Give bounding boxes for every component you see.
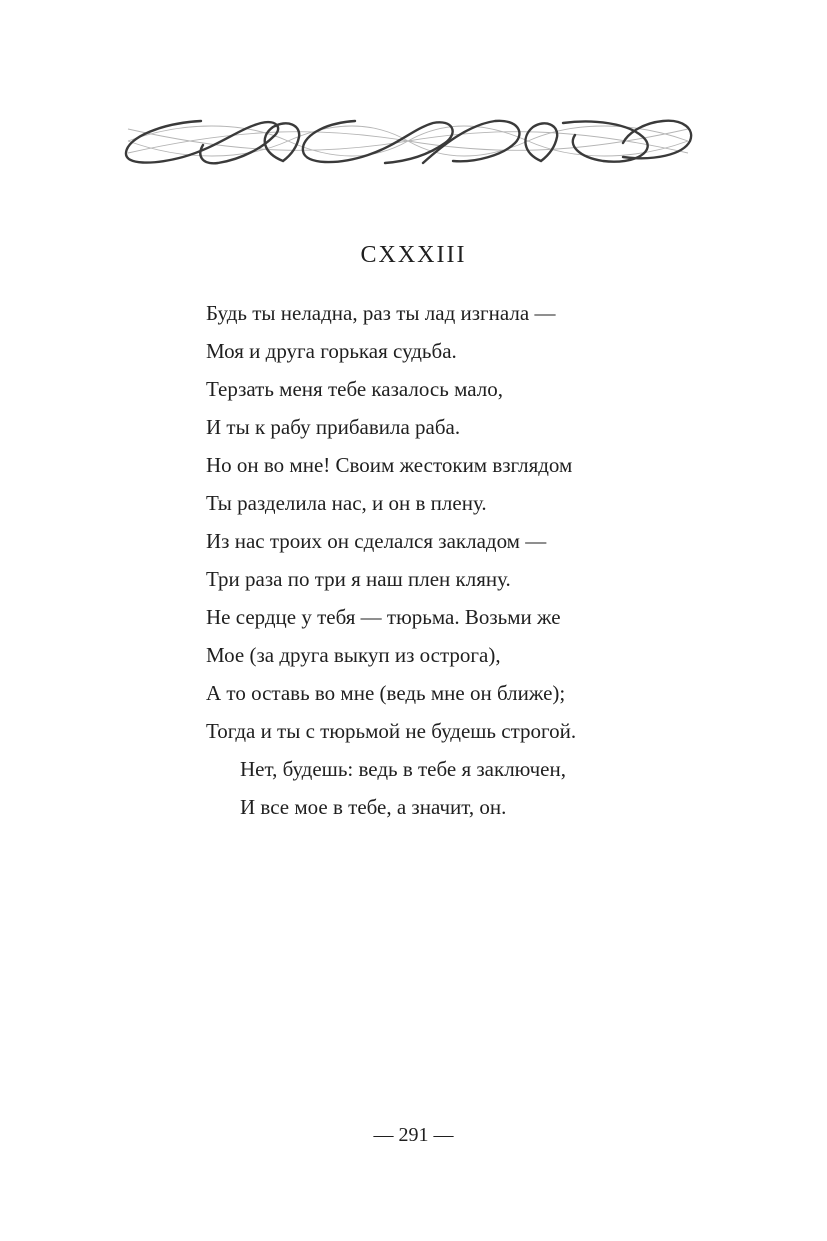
page-number: — 291 — <box>373 1124 454 1146</box>
poem-line: И ты к рабу прибавила раба. <box>206 415 461 439</box>
poem-line: Но он во мне! Своим жестоким взглядом <box>206 453 573 477</box>
poem-stanza <box>206 294 576 826</box>
poem-line: Три раза по три я наш плен кляну. <box>206 567 511 591</box>
poem-line: Тогда и ты с тюрьмой не будешь строгой. <box>206 719 577 743</box>
poem-line: Терзать меня тебе казалось мало, <box>206 377 503 401</box>
poem-line: Не сердце у тебя — тюрьма. Возьми же <box>206 605 561 629</box>
decorative-scroll-ornament-icon <box>123 115 693 171</box>
poem-title: CXXXIII <box>360 242 467 268</box>
poem-line: И все мое в тебе, а значит, он. <box>240 795 507 819</box>
poem-line: Ты разделила нас, и он в плену. <box>206 491 487 515</box>
poem-line: А то оставь во мне (ведь мне он ближе); <box>206 681 566 705</box>
poem-line: Будь ты неладна, раз ты лад изгнала — <box>206 301 556 325</box>
ornament-svg <box>123 115 693 171</box>
poem-line: Нет, будешь: ведь в тебе я заключен, <box>240 757 566 781</box>
poem-line: Мое (за друга выкуп из острога), <box>206 643 501 667</box>
poem-line: Из нас троих он сделался закладом — <box>206 529 547 553</box>
poem-line: Моя и друга горькая судьба. <box>206 339 457 363</box>
